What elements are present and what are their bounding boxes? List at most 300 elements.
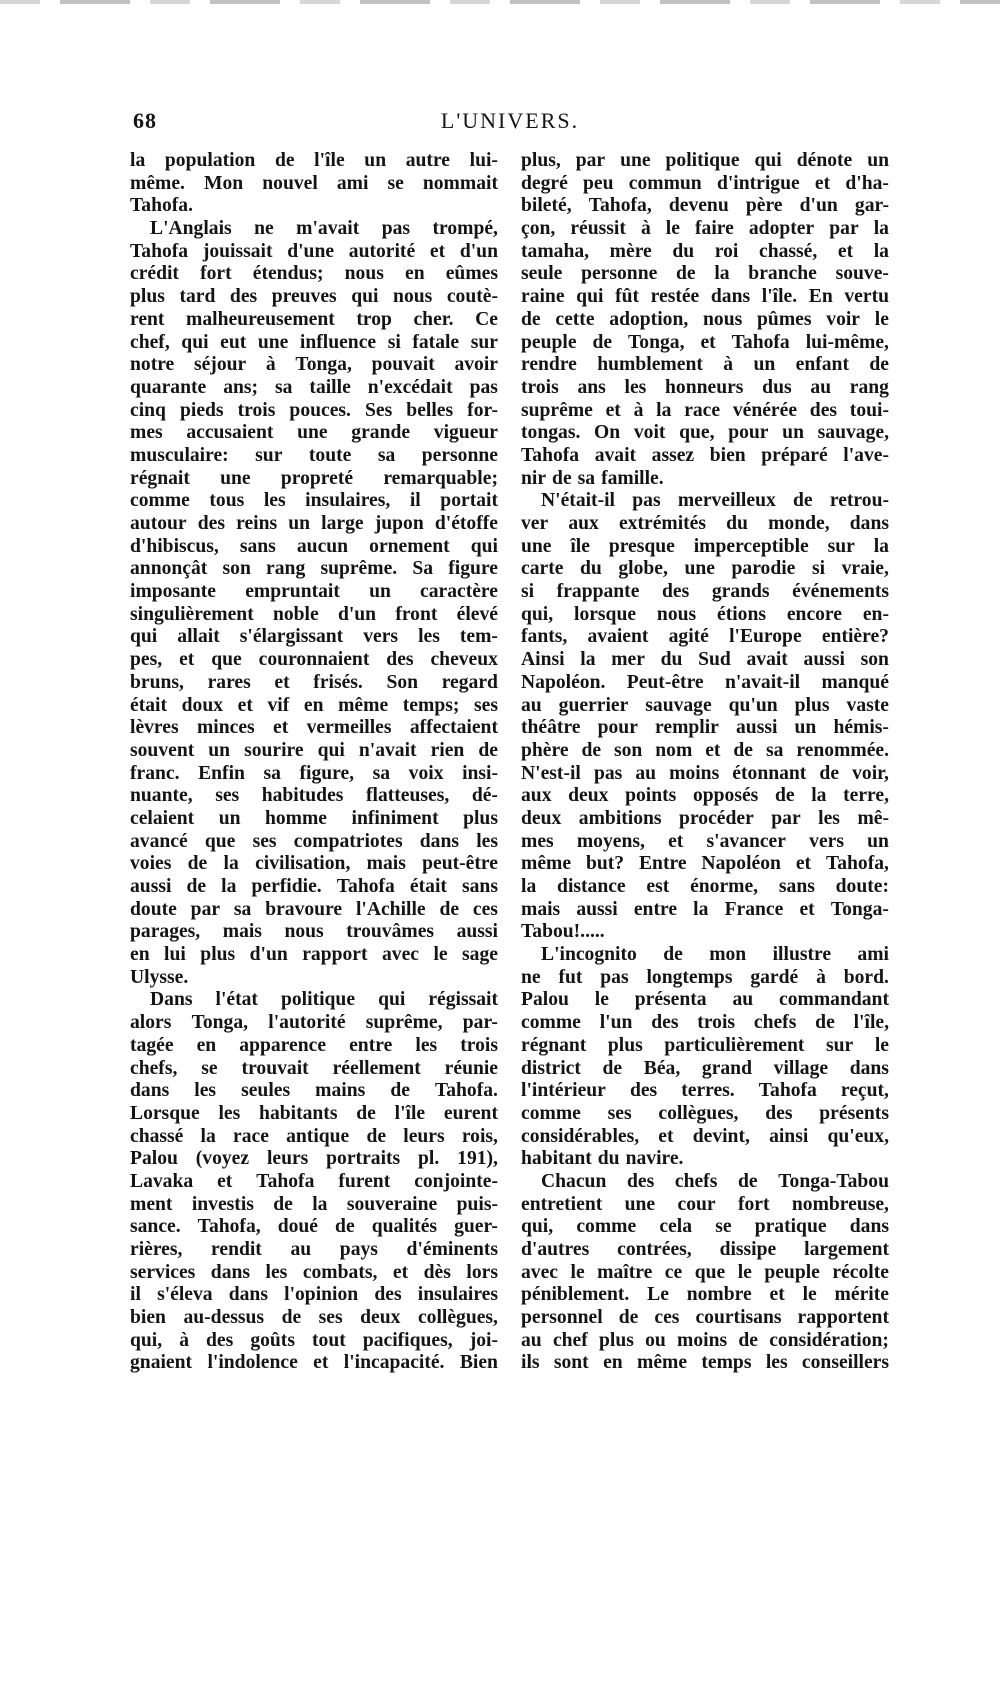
word: En: [808, 286, 833, 308]
word: le: [802, 1284, 817, 1306]
text-line: [521, 377, 889, 400]
word: conseillers: [801, 1352, 889, 1374]
word: se: [387, 172, 404, 194]
word: autour: [130, 513, 187, 534]
word: bravoure: [265, 898, 343, 920]
word: des: [197, 513, 225, 534]
word: perfidie.: [251, 876, 322, 897]
word: Tahofa: [758, 1080, 817, 1102]
word: mes: [130, 422, 163, 444]
word: des: [206, 1329, 234, 1351]
text-line: [130, 445, 498, 468]
word: à: [633, 399, 644, 421]
word: Enfin: [198, 762, 245, 784]
word: des: [629, 1080, 658, 1102]
text-line: [521, 1126, 889, 1149]
word: à: [816, 966, 826, 988]
text-line: [521, 1216, 889, 1239]
text-line: [521, 1262, 889, 1285]
word: à: [265, 354, 276, 376]
word: leurs: [266, 1148, 309, 1170]
word: Napoléon: [701, 853, 781, 875]
word: sans: [239, 535, 276, 557]
text-line: [521, 1239, 889, 1262]
word: fort: [737, 1193, 770, 1215]
text-line: [521, 286, 889, 309]
word: en: [130, 944, 150, 966]
word: gnaient: [130, 1352, 193, 1374]
word: étendus;: [252, 263, 324, 285]
word: fut: [558, 966, 583, 988]
word: chef,: [130, 331, 170, 353]
text-line: [130, 1148, 498, 1171]
word: Son: [386, 671, 419, 693]
word: rang: [849, 376, 889, 398]
text-line: [521, 581, 889, 604]
word: renommée.: [796, 739, 889, 761]
word: les: [265, 1261, 288, 1283]
text-line: [521, 400, 889, 423]
text-line: [130, 581, 498, 604]
word: habitant: [521, 1148, 592, 1170]
word: fort: [200, 263, 232, 285]
word: n'avait-il: [724, 671, 801, 693]
word: un: [288, 513, 311, 534]
word: bien: [709, 444, 746, 466]
word: flatteuses,: [365, 785, 450, 807]
word: grands: [711, 581, 770, 603]
word: les: [765, 1352, 788, 1374]
word: les: [418, 626, 440, 648]
word: voies: [130, 853, 172, 875]
word: Tahofa,: [588, 195, 652, 217]
word: largement: [804, 1239, 889, 1260]
word: avait: [746, 649, 788, 671]
word: et: [700, 331, 716, 353]
word: goûts: [250, 1329, 295, 1351]
word: village: [773, 1057, 829, 1079]
word: et: [837, 240, 854, 262]
text-line: [521, 808, 889, 831]
word: Tonga,: [628, 331, 685, 353]
text-line: [130, 536, 498, 559]
word: rang: [266, 558, 306, 580]
word: sa: [275, 376, 293, 398]
word: même: [637, 1352, 688, 1374]
word: particulièrement: [664, 1034, 805, 1056]
word: mère: [609, 240, 652, 262]
word: péniblement.: [521, 1284, 630, 1306]
word: nombreuse,: [791, 1193, 889, 1215]
word: la: [693, 898, 709, 920]
word: reins: [236, 513, 278, 534]
word: avancé: [130, 830, 188, 852]
word: vers: [363, 626, 399, 648]
word: cela: [659, 1216, 692, 1238]
text-line: [521, 536, 889, 559]
word: Dans: [150, 989, 193, 1011]
word: vraie,: [841, 558, 889, 580]
word: une: [620, 150, 651, 171]
word: Tahofa: [130, 240, 189, 262]
word: affectaient: [409, 717, 498, 739]
word: rendit: [211, 1239, 262, 1260]
word: nombre: [686, 1284, 752, 1306]
word: et: [814, 172, 831, 194]
word: que: [204, 830, 236, 852]
word: une: [257, 331, 289, 353]
word: retrou-: [829, 490, 889, 512]
word: qui: [378, 989, 406, 1011]
word: ne: [254, 218, 274, 240]
word: était: [409, 876, 447, 897]
text-line: [130, 604, 498, 627]
word: race: [684, 399, 721, 421]
word: des: [386, 649, 414, 671]
text-line: [130, 1194, 498, 1217]
text-line: [521, 695, 889, 718]
text-line: [130, 1171, 498, 1194]
word: la: [873, 218, 889, 240]
word: des: [765, 1102, 793, 1124]
text-line: [521, 1171, 889, 1194]
word: gar-: [854, 195, 889, 217]
word: annonçât: [130, 558, 208, 580]
text-line: [130, 354, 498, 377]
word: Tahofa,: [197, 1216, 261, 1238]
word: par-: [462, 1012, 498, 1034]
word: sans: [462, 876, 498, 897]
word: France: [724, 898, 784, 920]
word: et: [705, 739, 721, 761]
word: et: [605, 399, 621, 421]
word: frisés.: [313, 671, 363, 693]
word: si: [811, 558, 826, 580]
word: père: [745, 195, 783, 217]
word: mais: [366, 853, 406, 875]
word: vigueur: [433, 422, 498, 444]
text-line: [130, 944, 498, 967]
word: ils: [521, 1352, 540, 1374]
word: l'île: [314, 150, 345, 171]
text-column-right: [521, 150, 889, 1375]
text-line: [130, 422, 498, 445]
word: leurs: [403, 1125, 445, 1147]
word: de: [186, 876, 207, 897]
word: figure,: [299, 762, 355, 784]
word: empruntait: [245, 581, 340, 603]
word: dans: [228, 1284, 268, 1306]
word: théâtre: [521, 717, 581, 739]
word: nir: [521, 467, 547, 489]
word: front: [395, 603, 438, 625]
word: merveilleux: [677, 490, 776, 512]
text-line: [130, 490, 498, 513]
word: dans: [130, 1080, 170, 1102]
text-line: [521, 218, 889, 241]
text-line: [521, 1307, 889, 1330]
word: sa: [765, 739, 784, 761]
word: plus: [200, 944, 236, 966]
word: voit: [633, 422, 666, 444]
word: mais: [222, 921, 262, 943]
text-line: [521, 422, 889, 445]
word: qui,: [521, 603, 554, 625]
word: au: [521, 694, 542, 716]
word: cinq: [130, 399, 166, 421]
text-line: [130, 400, 498, 423]
word: terres.: [681, 1080, 735, 1102]
word: le: [665, 218, 680, 240]
word: d'éminents: [406, 1239, 498, 1260]
word: L'Anglais: [150, 218, 232, 240]
word: une: [684, 558, 715, 580]
running-title: L'UNIVERS.: [440, 108, 580, 133]
word: lui: [164, 944, 186, 966]
word: remplir: [655, 717, 719, 739]
word: ses: [215, 785, 240, 807]
word: entre: [633, 898, 678, 920]
word: au-dessus: [183, 1307, 265, 1329]
word: comme: [130, 490, 190, 512]
word: au: [732, 989, 754, 1011]
word: trouvait: [241, 1057, 309, 1079]
word: aux: [521, 785, 552, 807]
word: qu'un: [728, 694, 778, 716]
word: lors: [466, 1261, 498, 1283]
word: pas: [381, 218, 411, 240]
word: qui: [351, 286, 379, 308]
word: île: [570, 535, 590, 557]
word: rois,: [461, 1125, 498, 1147]
word: ou: [645, 1329, 666, 1351]
word: ornement: [369, 535, 450, 557]
word: fût: [615, 286, 640, 308]
word: district: [521, 1057, 581, 1079]
text-line: [130, 1012, 498, 1035]
word: rières,: [130, 1239, 183, 1260]
word: ver: [521, 513, 549, 534]
word: et: [273, 717, 289, 739]
word: aucun: [296, 535, 349, 557]
text-line: [521, 649, 889, 672]
text-line: [130, 989, 498, 1012]
word: toui-: [849, 399, 889, 421]
word: suprême.: [320, 558, 398, 580]
word: L'incognito: [541, 944, 637, 966]
word: ses: [607, 1102, 632, 1124]
text-line: [521, 876, 889, 899]
word: avoir: [454, 354, 498, 376]
text-line: [130, 831, 498, 854]
word: navire.: [625, 1148, 684, 1170]
word: de: [552, 467, 572, 489]
word: d'hibiscus,: [130, 535, 219, 557]
word: l'ave-: [843, 444, 889, 466]
word: moyens,: [576, 830, 645, 852]
word: de: [602, 1057, 623, 1079]
word: s'éleva: [157, 1284, 213, 1306]
text-line: [521, 604, 889, 627]
word: ses: [474, 694, 498, 716]
word: à: [179, 1329, 189, 1351]
word: sa: [233, 898, 252, 920]
word: entre: [349, 1034, 393, 1056]
word: un: [867, 150, 889, 171]
word: de: [738, 1170, 758, 1192]
word: phère: [521, 739, 569, 761]
text-line: [521, 626, 889, 649]
word: pas: [600, 966, 629, 988]
text-line: [521, 1012, 889, 1035]
word: ami: [857, 944, 889, 966]
word: des: [651, 1012, 679, 1034]
text-line: [521, 195, 889, 218]
word: entière?: [821, 626, 889, 648]
word: de: [478, 739, 498, 761]
word: la: [312, 1193, 328, 1215]
word: tard: [179, 286, 216, 308]
word: pouces.: [289, 399, 351, 421]
word: fants,: [521, 626, 568, 648]
word: de: [592, 331, 613, 353]
word: réussit: [570, 218, 626, 240]
text-line: [521, 672, 889, 695]
word: Tonga,: [191, 1012, 249, 1034]
word: souve-: [835, 263, 889, 285]
word: préparé: [761, 444, 828, 466]
word: l'état: [215, 989, 258, 1011]
word: qui: [470, 535, 498, 557]
word: devint,: [692, 1125, 750, 1147]
word: musculaire:: [130, 444, 229, 466]
word: furent: [338, 1170, 391, 1192]
word: au: [521, 1329, 542, 1351]
word: pas: [593, 762, 623, 784]
word: ces: [472, 898, 498, 920]
word: terre,: [843, 785, 889, 807]
word: régnait: [130, 467, 190, 489]
word: dans: [849, 513, 889, 534]
word: roi: [714, 240, 739, 262]
text-line: [521, 763, 889, 786]
word: souvent: [130, 739, 195, 761]
word: et: [668, 830, 684, 852]
word: sa: [577, 467, 596, 489]
word: présents: [819, 1102, 889, 1124]
word: rendre: [521, 354, 577, 376]
word: tout: [312, 1329, 346, 1351]
word: d'étoffe: [434, 513, 498, 534]
word: mer: [611, 649, 645, 671]
word: son: [860, 649, 889, 671]
word: Lorsque: [130, 1102, 200, 1124]
word: des: [662, 581, 690, 603]
word: doux: [181, 694, 224, 716]
word: homme: [264, 807, 328, 829]
word: avait: [594, 444, 637, 466]
word: dissipe: [719, 1239, 777, 1260]
word: aussi: [803, 649, 845, 671]
word: parodie: [731, 558, 796, 580]
word: plus: [794, 694, 830, 716]
word: chefs,: [130, 1057, 178, 1079]
word: le: [433, 944, 448, 966]
text-line: [130, 1216, 498, 1239]
word: monde,: [768, 513, 830, 534]
word: personne: [421, 444, 498, 466]
word: Tahofa,: [825, 853, 889, 875]
word: Mon: [204, 172, 244, 194]
word: son: [614, 739, 643, 761]
word: propreté: [280, 467, 354, 489]
word: (voyez: [195, 1148, 250, 1170]
word: par: [190, 898, 221, 920]
word: se: [715, 1216, 732, 1238]
word: trompé,: [432, 218, 498, 240]
word: mais: [521, 898, 561, 920]
word: pes,: [130, 649, 163, 671]
text-line: [130, 173, 498, 196]
word: un: [369, 581, 391, 603]
word: Tonga-Tabou: [778, 1170, 889, 1192]
word: régissait: [428, 989, 498, 1011]
word: N'était-il: [541, 490, 615, 512]
word: de: [618, 1307, 639, 1329]
word: si: [387, 331, 401, 353]
word: il: [130, 1284, 141, 1306]
word: que: [211, 649, 242, 671]
word: voir: [826, 308, 860, 330]
text-line: [521, 1352, 889, 1375]
word: for-: [467, 399, 498, 421]
word: considérables,: [521, 1125, 640, 1147]
word: suprême: [521, 399, 593, 421]
word: qui: [576, 286, 604, 308]
word: deux: [521, 807, 562, 829]
word: par: [771, 807, 801, 829]
text-line: [130, 513, 498, 536]
text-line: [521, 1080, 889, 1103]
word: eut: [220, 331, 247, 353]
word: illustre: [772, 944, 832, 966]
word: minces: [196, 717, 255, 739]
word: caractère: [420, 581, 498, 603]
text-line: [521, 445, 889, 468]
word: d'un: [249, 944, 288, 966]
word: manqué: [821, 671, 889, 693]
word: Ulysse.: [130, 966, 189, 988]
text-line: [521, 1330, 889, 1353]
word: famille.: [601, 467, 664, 489]
word: énorme,: [690, 876, 759, 897]
word: hémis-: [833, 717, 889, 739]
text-line: [521, 173, 889, 196]
word: population: [164, 150, 256, 171]
word: jouissait: [202, 240, 273, 262]
word: et: [274, 671, 290, 693]
word: carte: [521, 558, 564, 580]
word: d'un: [799, 195, 838, 217]
word: joi-: [469, 1329, 498, 1351]
word: tamaha,: [521, 240, 590, 262]
word: combats,: [302, 1261, 378, 1283]
word: la: [656, 399, 672, 421]
text-line: [521, 1148, 889, 1171]
word: en: [603, 1352, 623, 1374]
word: sans: [778, 876, 815, 897]
word: la: [521, 876, 537, 897]
